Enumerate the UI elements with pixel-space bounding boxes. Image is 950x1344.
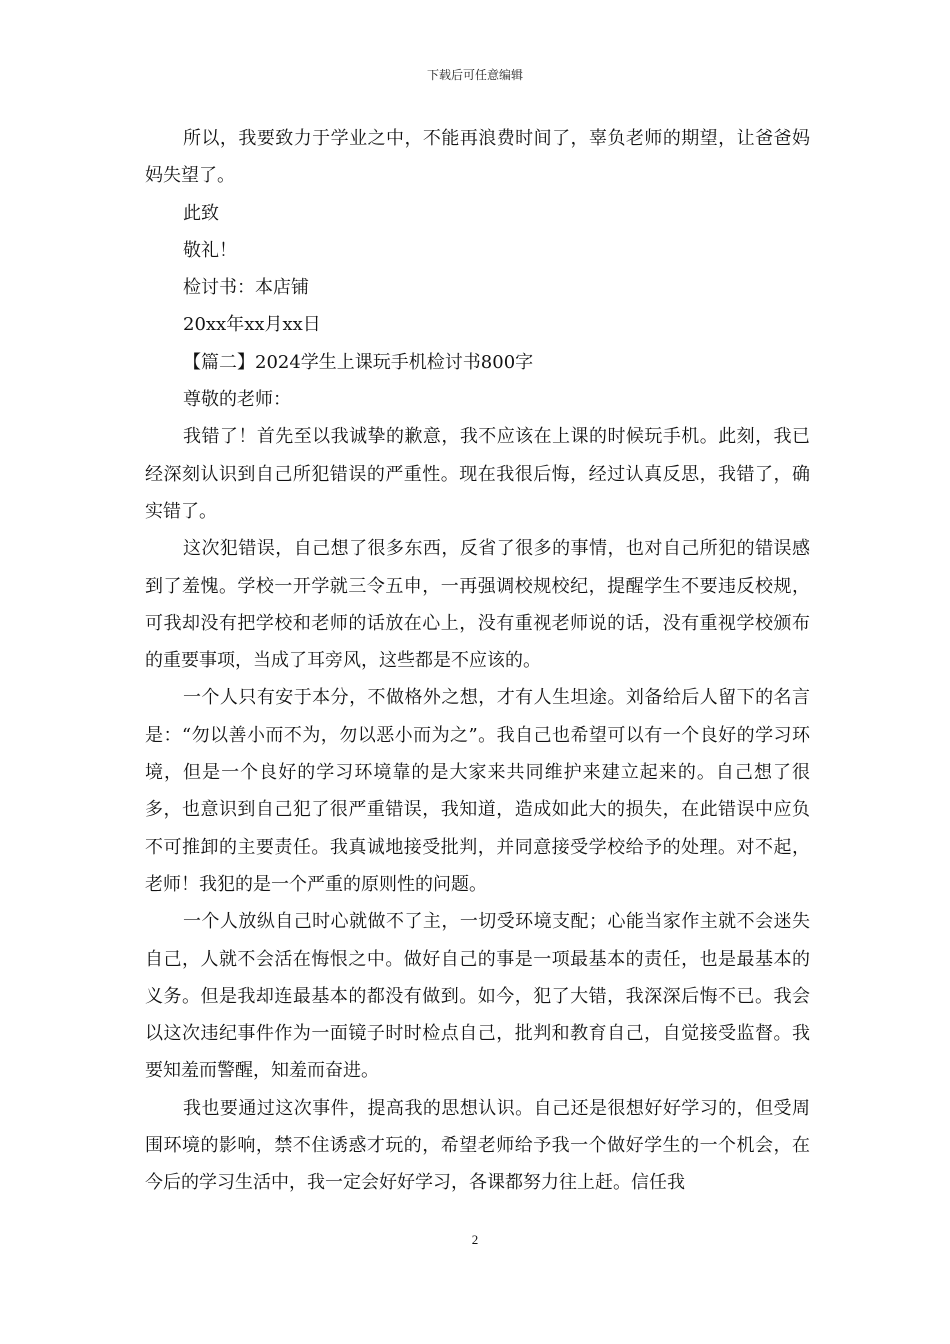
paragraph: 一个人放纵自己时心就做不了主，一切受环境支配；心能当家作主就不会迷失自己，人就不会活在悔恨之中。做好自己的事是一项最基本的责任，也是最基本的义务。但是我却连最基本的都没有做到。如今，犯了大错，我深深后悔不已。我会以这次违纪事件作为一面镜子时时检点自己，批判和教育自己，自觉接受监督。我要知羞而警醒，知羞而奋进。 <box>145 911 810 1082</box>
document-body <box>145 120 810 1202</box>
paragraph: 我也要通过这次事件，提高我的思想认识。自己还是很想好好学习的，但受周围环境的影响，禁不住诱惑才玩的，希望老师给予我一个做好学生的一个机会，在今后的学习生活中，我一定会好好学习，各课都努力往上赶。信任我 <box>145 1097 810 1194</box>
date-line: 20xx年xx月xx日 <box>183 314 321 336</box>
paragraph: 一个人只有安于本分，不做格外之想，才有人生坦途。刘备给后人留下的名言是：“勿以善小而不为，勿以恶小而为之”。我自己也希望可以有一个良好的学习环境，但是一个良好的学习环境靠的是大家来共同维护来建立起来的。自己想了很多，也意识到自己犯了很严重错误，我知道，造成如此大的损失，在此错误中应负不可推卸的主要责任。我真诚地接受批判，并同意接受学校给予的处理。对不起，老师！我犯的是一个严重的原则性的问题。 <box>145 687 810 895</box>
page-number: 2 <box>471 1232 479 1247</box>
salutation: 尊敬的老师： <box>183 389 291 411</box>
closing-line: 敬礼！ <box>183 239 237 261</box>
section-heading: 【篇二】2024学生上课玩手机检讨书800字 <box>183 351 534 373</box>
page-header-note: 下载后可任意编辑 <box>426 68 523 82</box>
paragraph: 我错了！首先至以我诚挚的歉意，我不应该在上课的时候玩手机。此刻，我已经深刻认识到自己所犯错误的严重性。现在我很后悔，经过认真反思，我错了，确实错了。 <box>145 426 810 522</box>
paragraph: 所以，我要致力于学业之中，不能再浪费时间了，辜负老师的期望，让爸爸妈妈失望了。 <box>145 128 810 187</box>
paragraph: 这次犯错误，自己想了很多东西，反省了很多的事情，也对自己所犯的错误感到了羞愧。学校一开学就三令五申，一再强调校规校纪，提醒学生不要违反校规，可我却没有把学校和老师的话放在心上，没有重视老师说的话，没有重视学校颁布的重要事项，当成了耳旁风，这些都是不应该的。 <box>145 538 810 672</box>
signature-line: 检讨书：本店铺 <box>183 277 309 299</box>
closing-line: 此致 <box>183 202 219 224</box>
